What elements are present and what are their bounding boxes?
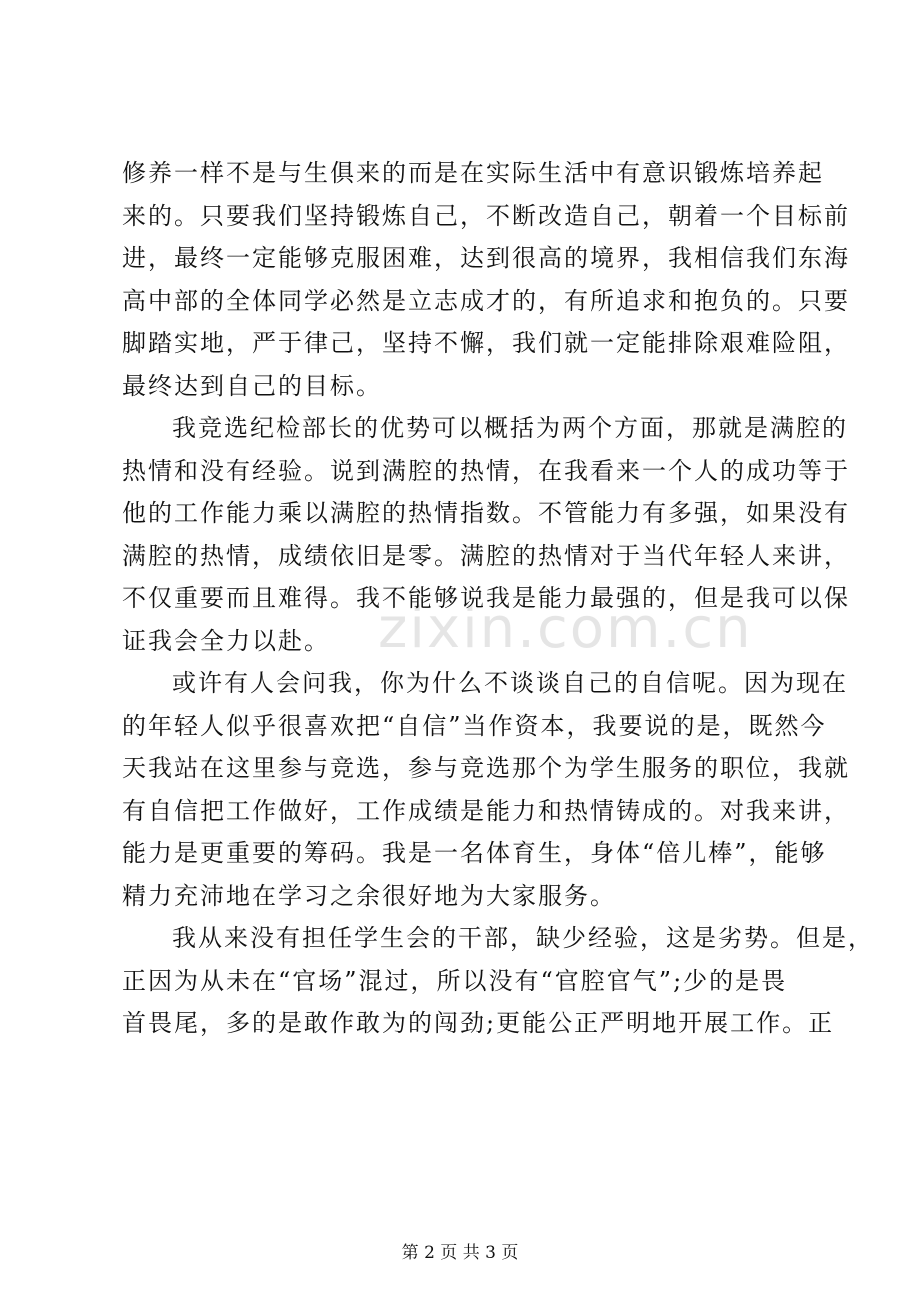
- text-line: 的年轻人似乎很喜欢把“自信”当作资本，我要说的是，既然今: [122, 711, 827, 740]
- text-line: 天我站在这里参与竞选，参与竞选那个为学生服务的职位，我就: [122, 754, 850, 782]
- text-line: 最终达到自己的目标。: [122, 371, 382, 400]
- text-line: 首畏尾，多的是敢作敢为的闯劲;更能公正严明地开展工作。正: [122, 1009, 835, 1037]
- text-line: 高中部的全体同学必然是立志成才的，有所追求和抱负的。只要: [122, 286, 850, 315]
- text-line: 他的工作能力乘以满腔的热情指数。不管能力有多强，如果没有: [122, 499, 850, 527]
- text-line: 证我会全力以赴。: [122, 626, 330, 655]
- text-line: 正因为从未在“官场”混过，所以没有“官腔官气”;少的是畏: [122, 966, 788, 995]
- text-line: 精力充沛地在学习之余很好地为大家服务。: [122, 881, 616, 910]
- paragraph-start-line: 我从来没有担任学生会的干部，缺少经验，这是劣势。但是，: [172, 924, 874, 952]
- text-line: 能力是更重要的筹码。我是一名体育生，身体“倍儿棒”，能够: [122, 839, 827, 867]
- page-number-footer: 第 2 页 共 3 页: [401, 1243, 519, 1263]
- text-line: 来的。只要我们坚持锻炼自己，不断改造自己，朝着一个目标前: [122, 201, 850, 230]
- text-line: 不仅重要而且难得。我不能够说我是能力最强的，但是我可以保: [122, 584, 850, 612]
- paragraph-start-line: 或许有人会问我，你为什么不谈谈自己的自信呢。因为现在: [172, 669, 848, 697]
- text-line: 修养一样不是与生俱来的而是在实际生活中有意识锻炼培养起: [122, 159, 824, 187]
- text-line: 脚踏实地，严于律己，坚持不懈，我们就一定能排除艰难险阻，: [122, 329, 850, 357]
- text-line: 满腔的热情，成绩依旧是零。满腔的热情对于当代年轻人来讲，: [122, 541, 850, 570]
- watermark: zixin.com.cn: [378, 596, 753, 661]
- text-line: 有自信把工作做好，工作成绩是能力和热情铸成的。对我来讲，: [122, 796, 850, 825]
- text-line: 进，最终一定能够克服困难，达到很高的境界，我相信我们东海: [122, 244, 850, 272]
- text-line: 热情和没有经验。说到满腔的热情，在我看来一个人的成功等于: [122, 456, 850, 485]
- paragraph-start-line: 我竞选纪检部长的优势可以概括为两个方面，那就是满腔的: [172, 414, 848, 442]
